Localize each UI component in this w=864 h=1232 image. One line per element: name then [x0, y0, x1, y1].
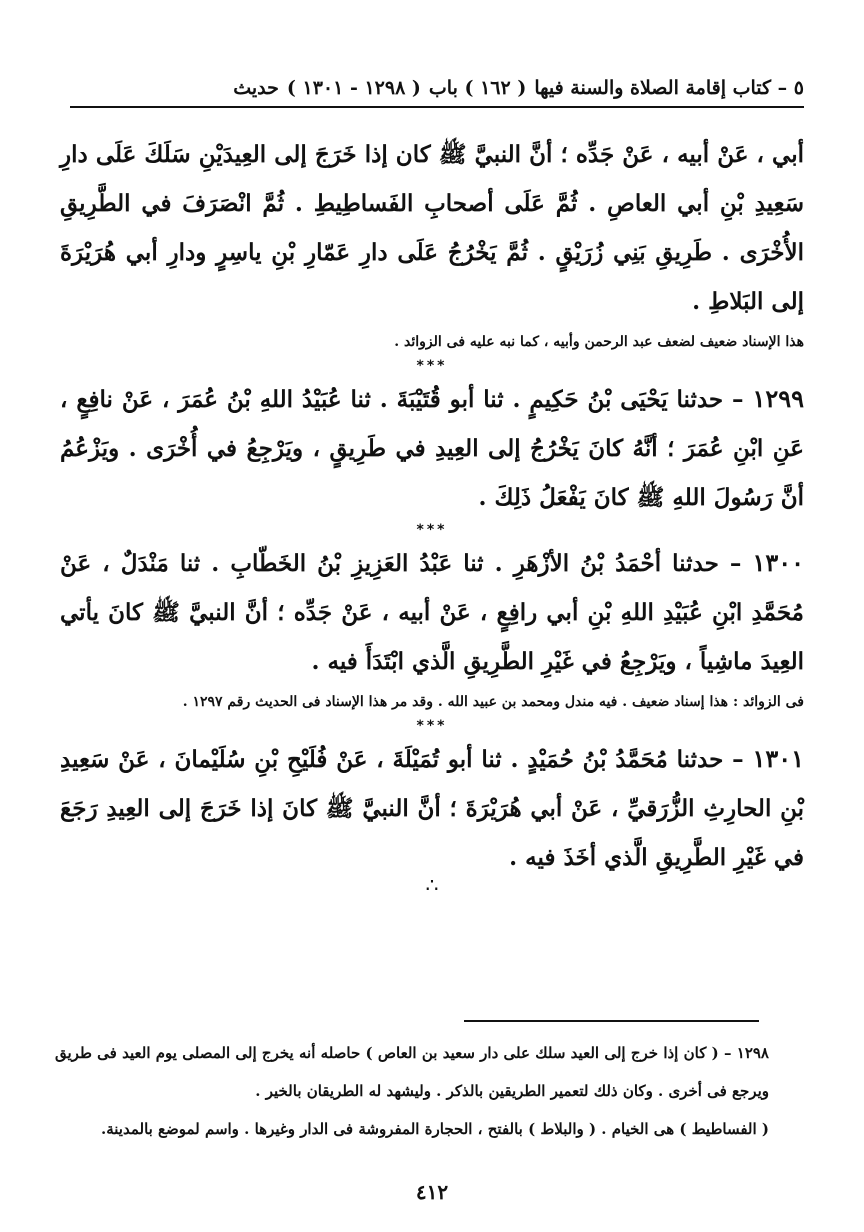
- hadith-number: ١٢٩٩: [752, 384, 805, 413]
- footnote-item: ( الفساطيط ) هى الخيام . ( والبلاط ) بالفتح ، الحجارة المفروشة فى الدار وغيرها . واسم لموضع بالمدينة.: [100, 1120, 769, 1138]
- main-text: [60, 130, 804, 882]
- hadith-text: أبي ، عَنْ أبيه ، عَنْ جَدِّه ؛ أنَّ النبيَّ ﷺ كان إذا خَرَجَ إلى العِيدَيْنِ سَلَكَ عَلَى دارِ سَعِيدِ بْنِ أبي العاصِ . ثُمَّ عَلَى أصحابِ الفَساطِيطِ . ثُمَّ انْصَرَفَ في الطَّرِيقِ الأُخْرَى . طَرِيقِ بَنِي زُرَيْقٍ . ثُمَّ يَخْرُجُ عَلَى دارِ عَمّارِ بْنِ ياسِرٍ ودارِ أبي هُرَيْرَةَ إلى البَلاطِ .: [60, 141, 804, 315]
- hadith-block: [60, 538, 804, 686]
- hadith-block: [60, 374, 804, 522]
- hadith-note: فى الزوائد : هذا إسناد ضعيف . فيه مندل ومحمد بن عبيد الله . وقد مر هذا الإسناد فى الحديث رقم ١٢٩٧ .: [182, 694, 804, 710]
- hadith-text: – حدثنا أحْمَدُ بْنُ الأزْهَرِ . ثنا عَبْدُ العَزِيزِ بْنُ الخَطّابِ . ثنا مَنْدَلٌ ، عَنْ مُحَمَّدِ ابْنِ عُبَيْدِ اللهِ بْنِ أبي رافِعٍ ، عَنْ أبيه ، عَنْ جَدِّه ؛ أنَّ النبيَّ ﷺ كانَ يأتي العِيدَ ماشِياً ، ويَرْجِعُ في غَيْرِ الطَّرِيقِ الَّذي ابْتَدَأَ فيه .: [60, 550, 804, 675]
- header-chapter: ( ١٦٢ ) باب: [428, 77, 527, 99]
- header-range: ( ١٢٩٨ - ١٣٠١ ): [286, 77, 421, 99]
- footnote-item: ١٢٩٨ – ( كان إذا خرج إلى العيد سلك على دار سعيد بن العاص ) حاصله أنه يخرج إلى المصلى يوم العيد فى طريق ويرجع فى أخرى . وكان ذلك لتعمير الطريقين بالذكر . وليشهد له الطريقان بالخير .: [55, 1044, 769, 1100]
- footnote-divider: [464, 1020, 759, 1022]
- section-separator: ***: [416, 718, 448, 734]
- hadith-text: – حدثنا مُحَمَّدُ بْنُ حُمَيْدٍ . ثنا أبو تُمَيْلَةَ ، عَنْ فُلَيْحِ بْنِ سُلَيْمانَ ، عَنْ سَعِيدِ بْنِ الحارِثِ الزُّرَقيِّ ، عَنْ أبي هُرَيْرَةَ ؛ أنَّ النبيَّ ﷺ كانَ إذا خَرَجَ إلى العِيدِ رَجَعَ في غَيْرِ الطَّرِيقِ الَّذي أخَذَ فيه .: [60, 746, 804, 871]
- hadith-number: ١٣٠٠: [752, 548, 804, 577]
- section-separator: ***: [416, 358, 448, 374]
- hadith-text: – حدثنا يَحْيَى بْنُ حَكِيمٍ . ثنا أبو قُتَيْبَةَ . ثنا عُبَيْدُ اللهِ بْنُ عُمَرَ ، عَنْ نافِعٍ ، عَنِ ابْنِ عُمَرَ ؛ أنَّهُ كانَ يَخْرُجُ إلى العِيدِ في طَرِيقٍ ، ويَرْجِعُ في أُخْرَى . ويَزْعُمُ أنَّ رَسُولَ اللهِ ﷺ كانَ يَفْعَلُ ذَلِكَ .: [60, 386, 804, 511]
- hadith-block: [60, 734, 804, 882]
- hadith-note: هذا الإسناد ضعيف لضعف عبد الرحمن وأبيه ، كما نبه عليه فى الزوائد .: [394, 334, 804, 350]
- section-separator: ***: [416, 522, 448, 538]
- footnotes: [55, 1034, 769, 1148]
- end-ornament: ∴: [425, 873, 439, 897]
- header-label: حديث: [233, 77, 279, 99]
- header-part: ٥ – كتاب إقامة الصلاة والسنة فيها: [534, 77, 804, 99]
- page-number: ٤١٢: [415, 1180, 449, 1204]
- hadith-number: ١٣٠١: [752, 744, 804, 773]
- running-header: [70, 70, 804, 108]
